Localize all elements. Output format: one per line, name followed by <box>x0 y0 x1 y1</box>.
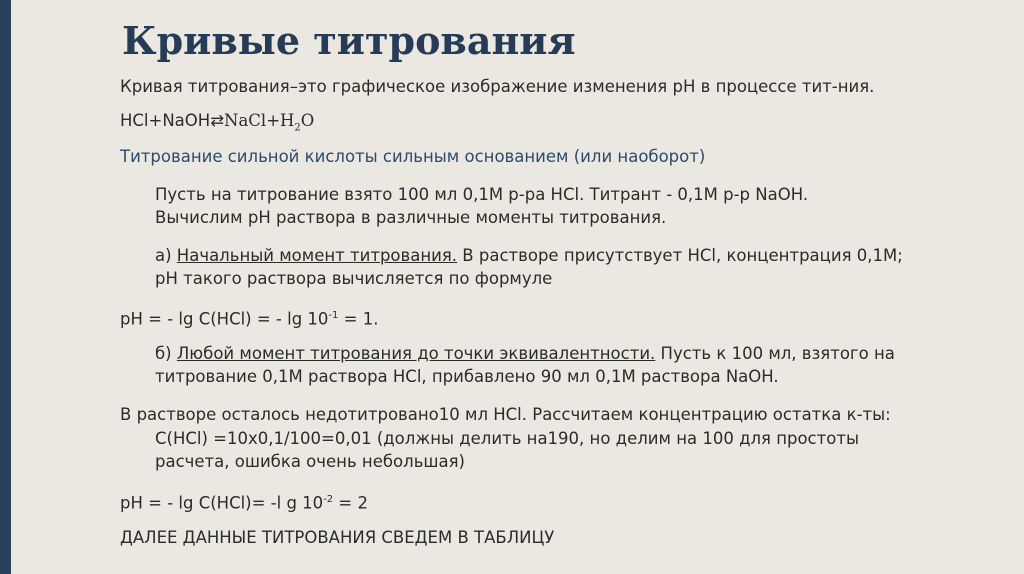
case-a-rest: В растворе присутствует HCl, концентрация 0,1М; <box>457 246 903 265</box>
ph-formula-1-tail: = 1. <box>338 309 379 329</box>
case-a-prefix: а) <box>155 246 177 265</box>
ph-formula-2-tail: = 2 <box>333 493 368 513</box>
reaction-right: NaCl+H <box>224 111 295 130</box>
case-a-line-1 <box>155 245 903 266</box>
case-b-prefix: б) <box>155 344 177 363</box>
ph-formula-1-text: рН = - lg C(HCl) = - lg 10 <box>120 309 329 329</box>
ph-formula-2-text: рН = - lg C(HCl)= -l g 10 <box>120 493 324 513</box>
case-b-line-2: титрование 0,1М раствора HCl, прибавлено 90 мл 0,1М раствора NaOH. <box>155 367 779 386</box>
reaction-equation <box>120 110 314 138</box>
ph-formula-2 <box>120 489 368 514</box>
section-heading: Титрование сильной кислоты сильным основанием (или наоборот) <box>120 147 706 166</box>
definition-text: Кривая титрования–это графическое изображение изменения рН в процессе тит-ния. <box>120 77 875 96</box>
case-a-underlined: Начальный момент титрования. <box>176 246 458 265</box>
remain-line-1: В растворе осталось недотитровано10 мл HCl. Рассчитаем концентрацию остатка к-ты: <box>120 405 891 424</box>
setup-line-2: Вычислим рН раствора в различные моменты титрования. <box>155 208 667 227</box>
reaction-tail: O <box>300 111 315 130</box>
case-a-line-2: рН такого раствора вычисляется по формуле <box>155 269 553 288</box>
case-b-underlined: Любой момент титрования до точки эквивалентности. <box>176 344 656 363</box>
remain-line-2: С(HCl) =10х0,1/100=0,01 (должны делить на190, но делим на 100 для простоты <box>155 429 859 448</box>
slide-accent-bar <box>0 0 11 574</box>
case-b-line-1 <box>155 343 895 364</box>
ph-formula-1 <box>120 305 378 330</box>
slide-title: Кривые титрования <box>122 18 576 63</box>
setup-line-1: Пусть на титрование взято 100 мл 0,1М р-ра HCl. Титрант - 0,1М р-р NaOH. <box>155 185 809 204</box>
case-b-rest: Пусть к 100 мл, взятого на <box>655 344 895 363</box>
reaction-arrow: ⇄ <box>210 111 225 130</box>
ph-formula-2-exponent: -2 <box>323 494 334 505</box>
remain-line-3: расчета, ошибка очень небольшая) <box>155 452 465 471</box>
ph-formula-1-exponent: -1 <box>328 310 339 321</box>
reaction-subscript: 2 <box>294 122 301 134</box>
final-note: ДАЛЕЕ ДАННЫЕ ТИТРОВАНИЯ СВЕДЕМ В ТАБЛИЦУ <box>120 528 555 547</box>
reaction-left: HCl+NaOH <box>120 111 211 130</box>
